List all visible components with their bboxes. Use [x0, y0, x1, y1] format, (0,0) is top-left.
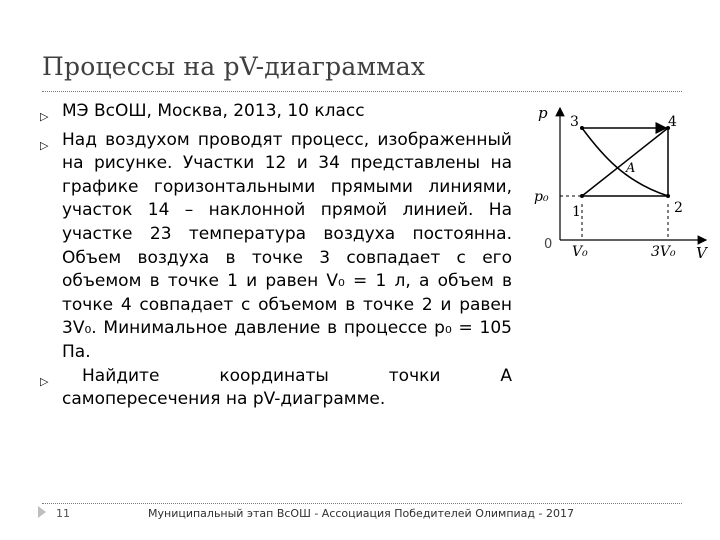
segment-1-4	[582, 128, 668, 196]
point-a-label: A	[626, 161, 636, 176]
bullet-text: МЭ ВсОШ, Москва, 2013, 10 класс	[62, 101, 365, 121]
bullet-text: Найдите координаты точки А самопересечения на pV-диаграмме.	[62, 365, 512, 410]
v0-tick-label: V₀	[572, 244, 588, 260]
point-3-dot	[580, 126, 584, 130]
p-axis-label: p	[538, 104, 548, 122]
bullet-item	[40, 365, 512, 412]
point-2-dot	[666, 194, 670, 198]
bullet-item	[40, 100, 512, 129]
pv-diagram	[530, 100, 710, 260]
slide-title: Процессы на pV-диаграммах	[42, 52, 426, 81]
point-2-label: 2	[674, 200, 683, 216]
triangle-bullet-icon: ▷	[40, 374, 49, 388]
footer-chevron-icon	[36, 505, 48, 519]
point-1-dot	[580, 194, 584, 198]
point-4-label: 4	[668, 114, 677, 130]
slide-body	[40, 100, 512, 412]
page-number: 11	[56, 507, 70, 520]
triangle-bullet-icon: ▷	[40, 138, 49, 152]
p0-tick-label: p₀	[534, 189, 549, 205]
footer-divider	[42, 503, 682, 504]
point-1-label: 1	[572, 204, 581, 220]
point-3-label: 3	[570, 114, 579, 130]
origin-label: 0	[544, 237, 553, 252]
bullet-text: Над воздухом проводят процесс, изображенный на рисунке. Участки 12 и 34 представлены на графике горизонтальными прямыми линиями, участок 14 – наклонной прямой линией. На участке 23 температура воздуха постоянна. Объем воздуха в точке 3 совпадает с его объемом в точке 1 и равен V₀ = 1 л, а объем в точке 4 совпадает с объемом в точке 2 и равен 3V₀. Минимальное давление в процессе p₀ = 105 Па.	[62, 129, 512, 362]
footer-text: Муниципальный этап ВсОШ - Ассоциация Победителей Олимпиад - 2017	[148, 507, 574, 520]
triangle-bullet-icon: ▷	[40, 110, 49, 123]
v-axis-label: V	[696, 244, 707, 260]
bullet-item	[40, 129, 512, 365]
3v0-tick-label: 3V₀	[651, 244, 676, 260]
title-divider	[42, 91, 682, 92]
